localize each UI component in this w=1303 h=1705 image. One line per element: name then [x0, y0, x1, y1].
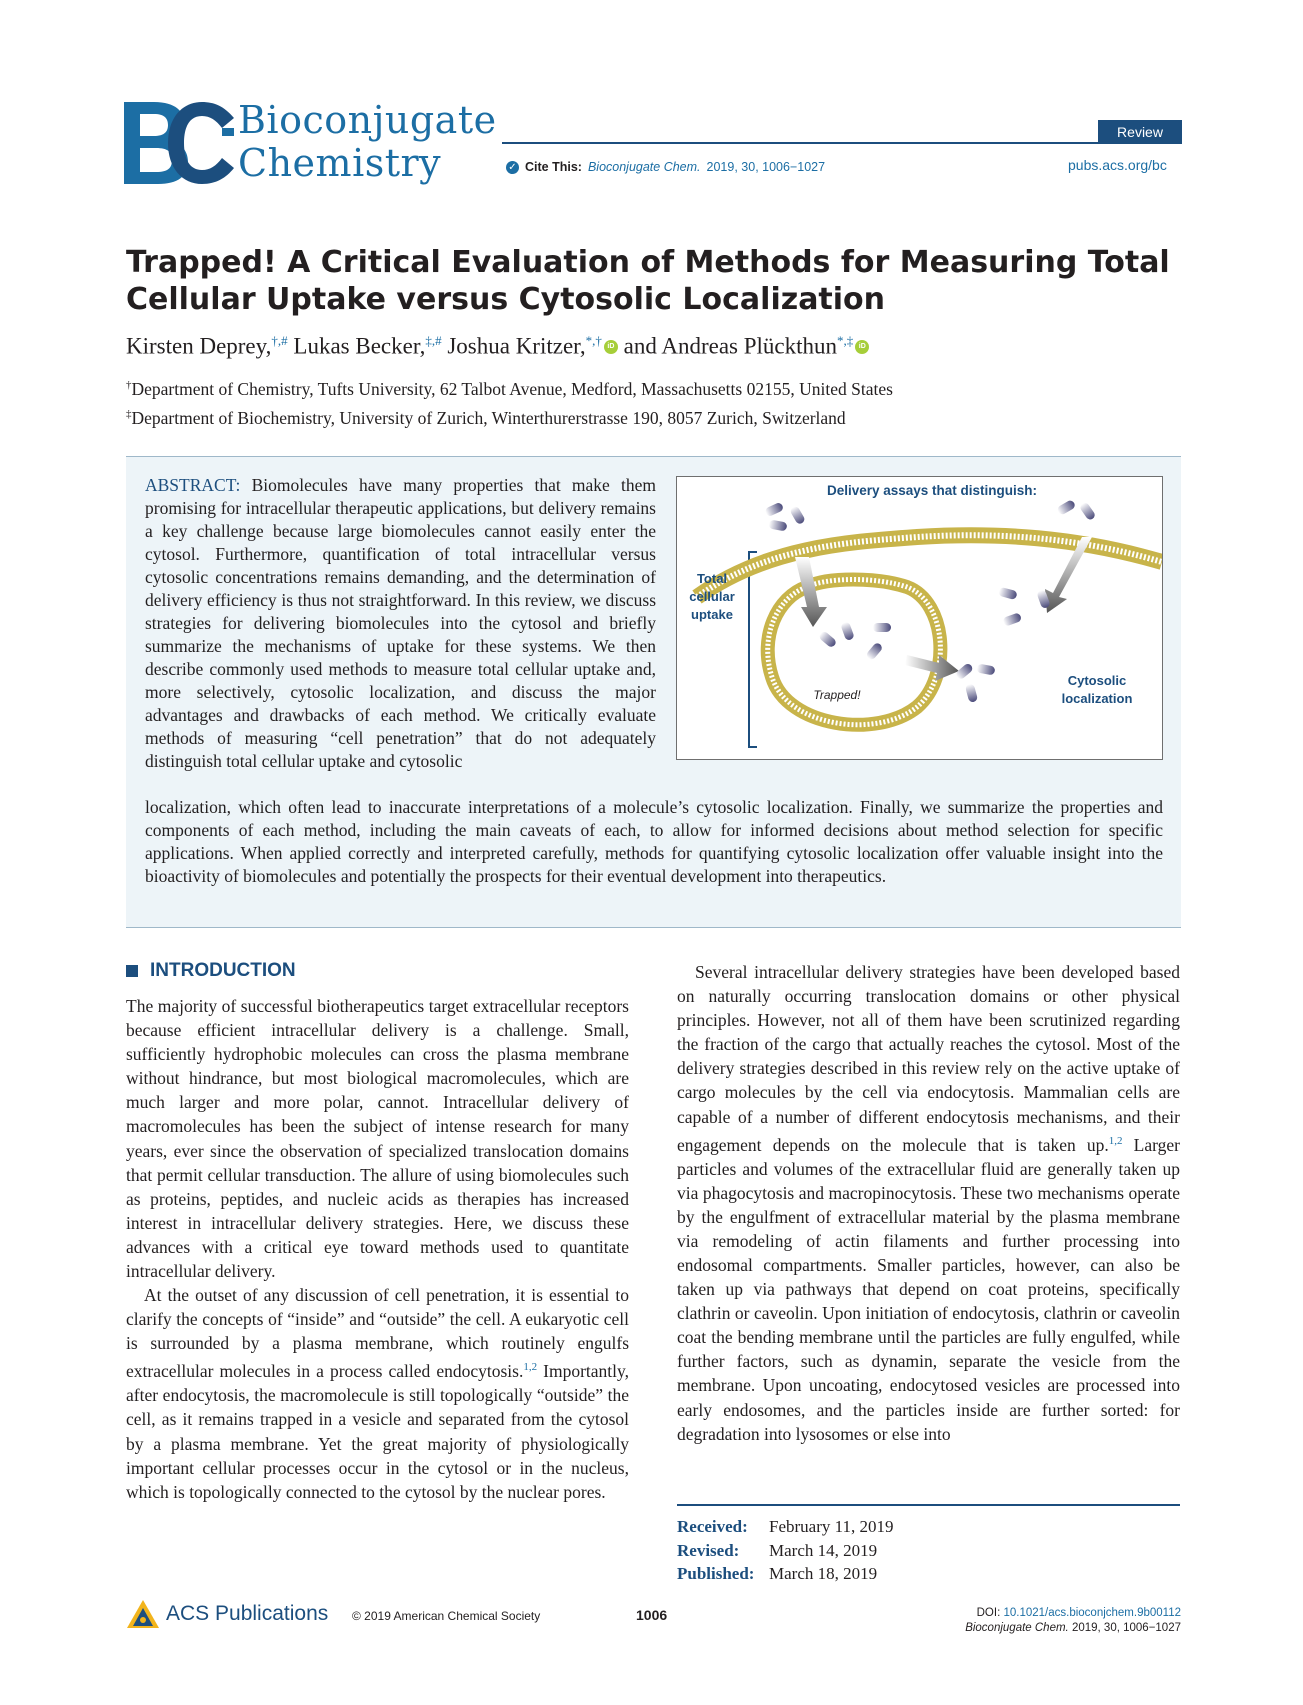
header-rule [502, 142, 1182, 144]
author-name[interactable]: and Andreas Plückthun [623, 333, 838, 359]
abstract-body-1: Biomolecules have many properties that make them promising for intracellular therapeutic applications, but delivery remains a key challenge because large biomolecules cannot easily enter the cytosol. Furthermore, quantification of total intracellular versus cytosolic concentrations remains demanding, and the determination of delivery efficiency is thus not straightforward. In this review, we discuss strategies for delivering biomolecules into the cytosol and briefly summarize the mechanisms of uptake for these systems. We then describe commonly used methods to measure total cellular uptake and, more selectively, cytosolic localization, and discuss the major advantages and drawbacks of each method. We critically evaluate methods of measuring “cell penetration” that do not adequately distinguish total cellular uptake and cytosolic [145, 475, 656, 771]
paragraph-text: Importantly, after endocytosis, the macromolecule is still topologically “outside” the cell, as it remains trapped in a vesicle and separated from the cytosol by a plasma membrane. Yet the great majority of physiologically important cellular processes occur in the cytosol or in the nucleus, which is topologically connected to the cytosol by the nuclear pores. [126, 1361, 629, 1502]
date-value: March 14, 2019 [769, 1540, 878, 1560]
orcid-icon[interactable]: iD [855, 340, 869, 354]
copyright: © 2019 American Chemical Society [352, 1609, 541, 1623]
author-name[interactable]: Lukas Becker, [293, 333, 426, 359]
date-label: Received: [677, 1517, 748, 1536]
affiliation-mark: † [126, 379, 132, 392]
section-heading [126, 960, 296, 982]
acs-logo-icon [126, 1598, 160, 1634]
toc-right-label: localization [1061, 691, 1133, 706]
publisher-name[interactable]: ACS Publications [166, 1602, 329, 1625]
date-label: Published: [677, 1564, 755, 1583]
author-name[interactable]: Kirsten Deprey, [126, 333, 272, 359]
plasma-membrane [697, 535, 1162, 597]
paragraph [677, 960, 1180, 1446]
reference-link[interactable]: 1,2 [1108, 1134, 1123, 1147]
author-name[interactable]: Joshua Kritzer, [447, 333, 586, 359]
affiliation-mark: ‡ [126, 408, 132, 421]
abstract-text-part1 [145, 474, 656, 773]
date-value: February 11, 2019 [769, 1517, 894, 1536]
square-bullet-icon [126, 965, 138, 977]
paragraph: The majority of successful biotherapeutics target extracellular receptors because efficient intracellular delivery is a challenge. Small, sufficiently hydrophobic molecules can cross the plasma membrane without hindrance, but most biological macromolecules, which are much larger and more polar, cannot. Intracellular delivery of macromolecules has been the subject of intense research for many years, ever since the observation of specialized translocation domains that permit cellular transduction. The allure of using biomolecules such as proteins, peptides, and nucleic acids as therapies has increased interest in intracellular delivery strategies. Here, we discuss these advances with a critical eye toward methods used to quantitate intracellular delivery. [126, 996, 629, 1282]
cite-journal-link[interactable]: Bioconjugate Chem. [587, 160, 701, 174]
reference-link[interactable]: 1,2 [523, 1361, 538, 1374]
affiliation-text: Department of Chemistry, Tufts University, 62 Talbot Avenue, Medford, Massachusetts 02155, United States [131, 379, 893, 399]
check-circle-icon: ✓ [506, 161, 519, 174]
doi-link[interactable]: 10.1021/acs.bioconjchem.9b00112 [1003, 1607, 1181, 1619]
toc-graphic [676, 476, 1163, 760]
affiliation [126, 408, 846, 429]
toc-right-label: Cytosolic [1067, 673, 1127, 688]
page-number: 1006 [636, 1607, 668, 1623]
paragraph-text: Larger particles and volumes of the extracellular fluid are generally taken up via phagocytosis and macropinocytosis. These two mechanisms operate by the engulfment of extracellular material by the plasma membrane via remodeling of actin filaments and further processing into endosomal compartments. Smaller particles, however, can also be taken up via pathways that depend on coat proteins, specifically clathrin or caveolin. Upon initiation of endocytosis, clathrin or caveolin coat the bending membrane until the particles are fully engulfed, while further factors, such as dynamin, separate the vesicle from the membrane. Upon uncoating, endocytosed vesicles are processed into early endosomes, and the particles inside are further sorted: for degradation into lysosomes or else into [677, 1134, 1180, 1444]
right-column [677, 960, 1180, 1446]
date-row [677, 1562, 894, 1586]
doi-label: DOI: [976, 1607, 1001, 1619]
date-value: March 18, 2019 [769, 1564, 878, 1583]
abstract-text-part2: localization, which often lead to inaccurate interpretations of a molecule’s cytosolic localization. Finally, we summarize the properties and components of each method, including the main caveats of each, to allow for informed decisions about method selection for specific applications. When applied correctly and interpreted carefully, methods for quantifying cytosolic localization offer valuable insight into the bioactivity of biomolecules and potentially the prospects for their eventual development into therapeutics. [145, 797, 1163, 886]
affiliation [126, 379, 893, 400]
dates-rule [677, 1504, 1180, 1506]
author-marks: *,† [585, 333, 602, 348]
toc-center-label: Trapped! [813, 688, 861, 702]
cite-this[interactable] [506, 160, 825, 174]
doi-block [965, 1606, 1181, 1636]
article-type-badge: Review [1098, 120, 1182, 144]
paragraph-text: At the outset of any discussion of cell penetration, it is essential to clarify the concepts of “inside” and “outside” the cell. A eukaryotic cell is surrounded by a plasma membrane, which routinely engulfs extracellular molecules in a process called endocytosis. [126, 1285, 629, 1382]
paragraph-text: Several intracellular delivery strategies have been developed based on naturally occurring translocation domains or other physical principles. However, not all of them have been scrutinized regarding the fraction of the cargo that actually reaches the cytosol. Most of the delivery strategies described in this review rely on the active uptake of cargo molecules by the cell via endocytosis. Mammalian cells are capable of a number of different endocytosis mechanisms, and their engagement depends on the molecule that is taken up. [677, 962, 1180, 1155]
journal-logo-bc [124, 100, 236, 186]
abstract-heading: ABSTRACT: [145, 475, 241, 495]
publication-dates [677, 1515, 894, 1586]
toc-graphic-svg [677, 477, 1162, 759]
affiliation-text: Department of Biochemistry, University of Zurich, Winterthurerstrasse 190, 8057 Zurich, Switzerland [131, 408, 846, 428]
journal-name-line2: Chemistry [238, 141, 442, 185]
journal-name-line1: Bioconjugate [238, 98, 497, 142]
section-heading-text: INTRODUCTION [150, 960, 296, 981]
author-list [126, 333, 869, 360]
article-title: Trapped! A Critical Evaluation of Methods for Measuring Total Cellular Uptake versus Cytosolic Localization [126, 245, 1170, 317]
author-marks: ‡,# [425, 333, 442, 348]
left-column [126, 994, 629, 1504]
date-label: Revised: [677, 1540, 740, 1560]
toc-left-label: uptake [691, 607, 733, 622]
date-row [677, 1539, 894, 1563]
orcid-icon[interactable]: iD [604, 340, 618, 354]
toc-bracket [749, 552, 757, 747]
journal-url-link[interactable]: pubs.acs.org/bc [1068, 157, 1167, 173]
footer-citation: 2019, 30, 1006−1027 [1071, 1622, 1181, 1634]
cite-details-link[interactable]: 2019, 30, 1006−1027 [706, 160, 826, 174]
author-marks: †,# [271, 333, 288, 348]
toc-left-label: Total [696, 571, 728, 586]
footer-journal: Bioconjugate Chem. [965, 1622, 1069, 1634]
toc-title: Delivery assays that distinguish: [826, 483, 1038, 498]
toc-left-label: cellular [689, 589, 735, 604]
cite-label: Cite This: [525, 160, 582, 174]
paragraph [126, 1283, 629, 1504]
author-marks: *,‡ [837, 333, 854, 348]
date-row [677, 1515, 894, 1539]
